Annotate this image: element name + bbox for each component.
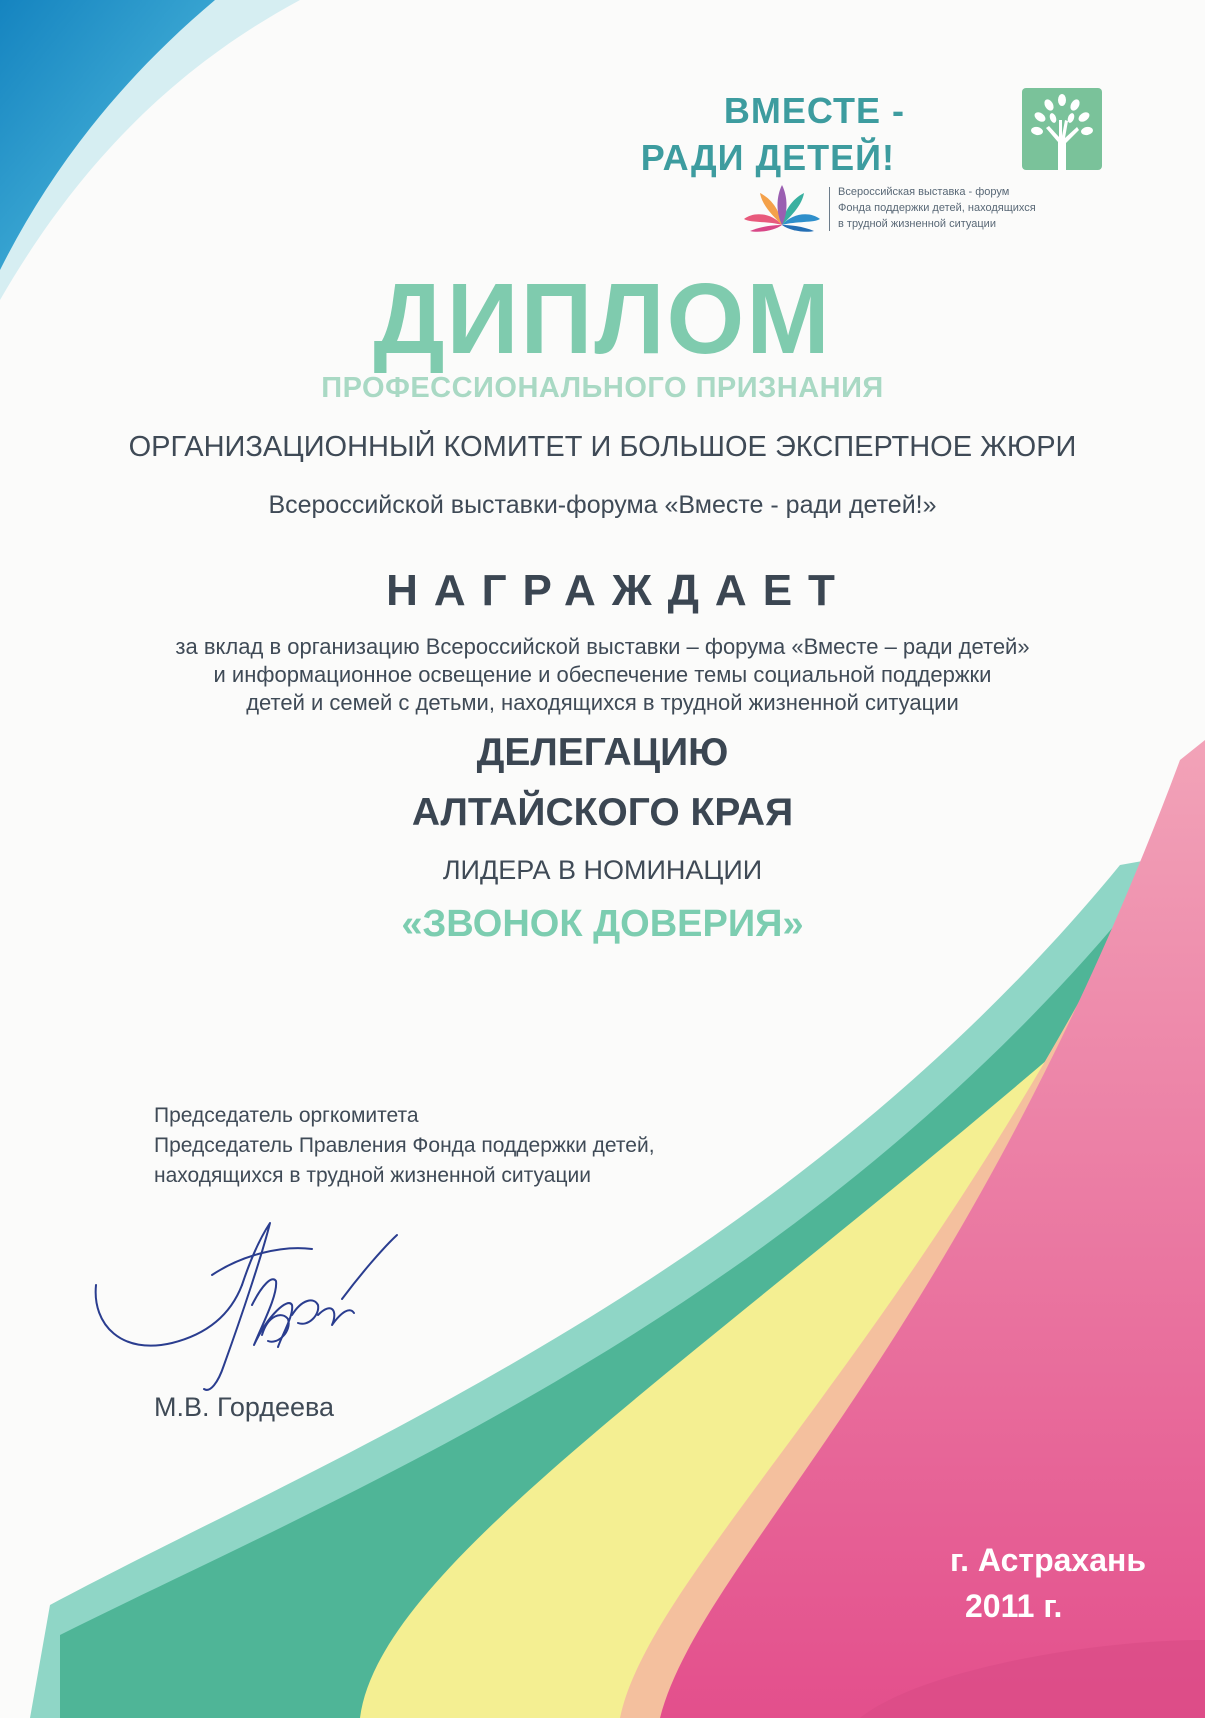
- diploma-subtitle: ПРОФЕССИОНАЛЬНОГО ПРИЗНАНИЯ: [321, 372, 884, 404]
- nomination-title: «ЗВОНОК ДОВЕРИЯ»: [401, 903, 804, 945]
- logo-subtitle-line: Фонда поддержки детей, находящихся: [838, 202, 1036, 214]
- recipient-line1: ДЕЛЕГАЦИЮ: [476, 731, 729, 774]
- tree-logo-icon: [1022, 88, 1102, 170]
- logo-subtitle-line: в трудной жизненной ситуации: [838, 218, 996, 230]
- diploma-title: ДИПЛОМ: [373, 263, 832, 375]
- committee-line: ОРГАНИЗАЦИОННЫЙ КОМИТЕТ И БОЛЬШОЕ ЭКСПЕРТНОЕ ЖЮРИ: [128, 431, 1077, 463]
- logo-title-line2: РАДИ ДЕТЕЙ!: [640, 137, 895, 178]
- logo-subtitle-line: Всероссийская выставка - форум: [838, 186, 1010, 198]
- leader-line: ЛИДЕРА В НОМИНАЦИИ: [442, 855, 763, 885]
- logo-divider: [829, 187, 830, 231]
- award-reason-line: за вклад в организацию Всероссийской выставки – форума «Вместе – ради детей»: [175, 634, 1030, 659]
- chair-title-line: Председатель Правления Фонда поддержки детей,: [154, 1134, 655, 1157]
- recipient-line2: АЛТАЙСКОГО КРАЯ: [411, 791, 794, 834]
- chair-title-line: находящихся в трудной жизненной ситуации: [154, 1164, 591, 1187]
- handwritten-signature: [92, 1215, 402, 1400]
- award-reason-line: и информационное освещение и обеспечение темы социальной поддержки: [213, 662, 992, 687]
- signatory-name: М.В. Гордеева: [154, 1392, 335, 1422]
- chair-title-line: Председатель оргкомитета: [154, 1104, 419, 1127]
- logo-title-line1: ВМЕСТЕ -: [723, 90, 905, 131]
- awards-heading: НАГРАЖДАЕТ: [386, 566, 851, 615]
- award-reason-line: детей и семей с детьми, находящихся в трудной жизненной ситуации: [246, 690, 959, 715]
- forum-line: Всероссийской выставки-форума «Вместе - ради детей!»: [268, 491, 937, 519]
- place-year: 2011 г.: [965, 1588, 1063, 1624]
- lotus-logo-icon: [744, 185, 820, 235]
- place-city: г. Астрахань: [950, 1542, 1146, 1578]
